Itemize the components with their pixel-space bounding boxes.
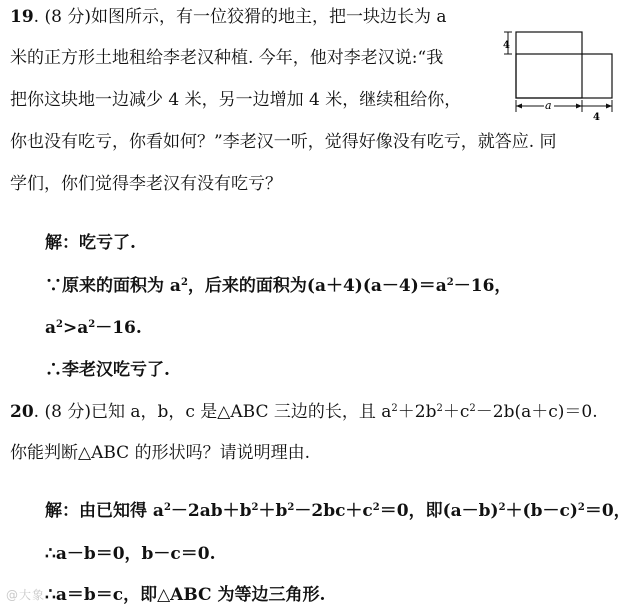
q19-figure (500, 24, 620, 124)
label-a: a (545, 99, 552, 112)
q20-solution-line-1: 解：由已知得 $a^2-2ab+b^2+b^2-2bc+c^2=0$，即$(a-b)^2+(b-c)^2=0$， (45, 501, 631, 521)
q19-stem-line-5: 学们，你们觉得李老汉有没有吃亏？ (10, 174, 282, 194)
label-4-left: 4 (503, 40, 510, 51)
q20-solution-line-2: ∴a－b＝0，b－c＝0. (45, 544, 216, 564)
original-square (516, 32, 582, 98)
q19-solution-line-4: ∴李老汉吃亏了. (45, 360, 170, 380)
q19-stem-line-2: 米的正方形土地租给李老汉种植. 今年，他对李老汉说:“我 (10, 48, 444, 68)
q20-stem-line-2: 你能判断△ABC 的形状吗？请说明理由. (10, 443, 310, 463)
new-rectangle (516, 54, 612, 98)
q20-number: 20 (10, 402, 34, 422)
q20-stem-line-1: 20. (8 分)已知 a，b，c 是△ABC 三边的长，且 $a^2+2b^2+c^2-2b(a+c)=0$. (10, 402, 598, 422)
q20-solution-line-3: ∴a＝b＝c，即△ABC 为等边三角形. (45, 585, 326, 605)
q19-solution-line-2: ∵原来的面积为 $a^2$，后来的面积为$(a+4)(a-4)=a^2-16$， (45, 276, 512, 296)
q19-stem-line-4: 你也没有吃亏，你看如何？”李老汉一听，觉得好像没有吃亏，就答应. 同 (10, 132, 557, 152)
q19-number: 19 (10, 7, 34, 27)
square-land-diagram (500, 24, 620, 124)
q19-stem-line-3: 把你这块地一边减少 4 米，另一边增加 4 米，继续租给你， (10, 90, 462, 110)
label-4-bottom: 4 (593, 112, 600, 123)
watermark: @大象 (6, 588, 46, 602)
q19-solution-line-3: $a^2>a^2-16$. (45, 318, 142, 338)
q19-solution-line-1: 解：吃亏了. (45, 233, 136, 253)
q19-stem-line-1: 19. (8 分)如图所示，有一位狡猾的地主，把一块边长为 a (10, 7, 447, 27)
